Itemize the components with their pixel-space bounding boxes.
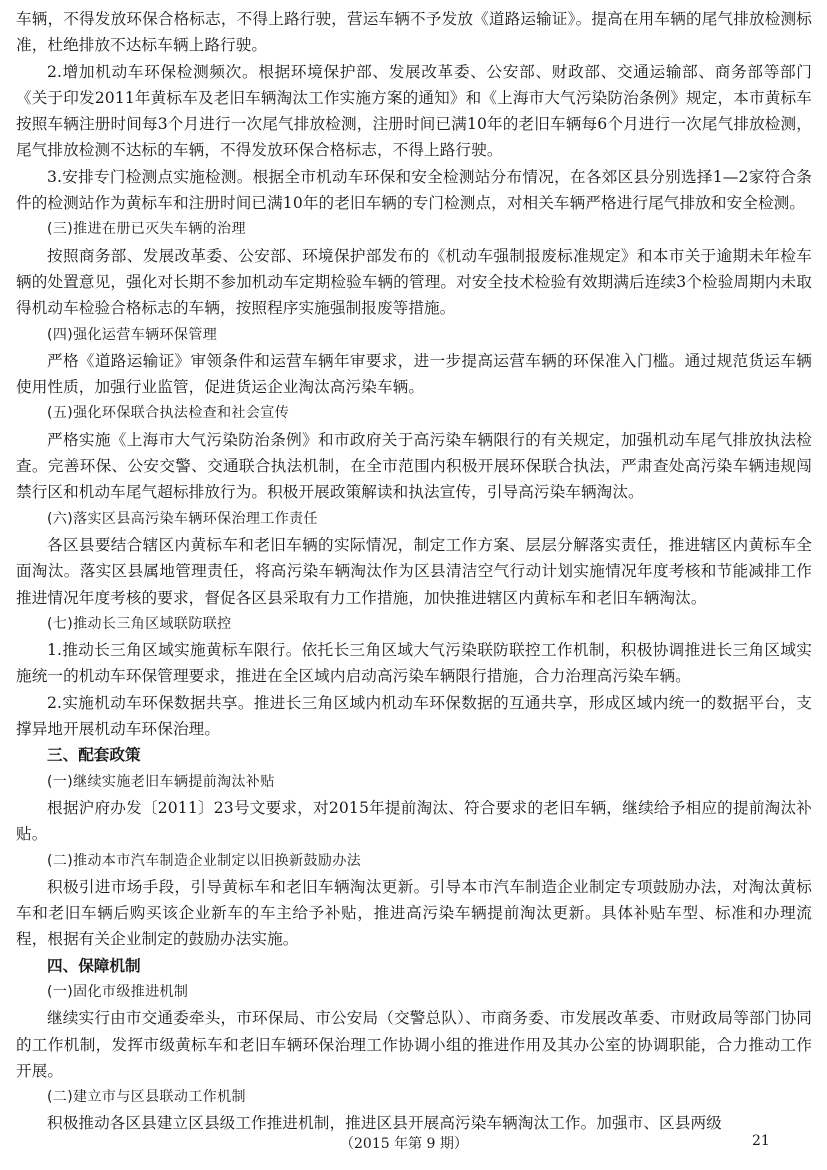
paragraph: 严格《道路运输证》审领条件和运营车辆年审要求，进一步提高运营车辆的环保准入门槛。通过规范货运车辆使用性质，加强行业监管，促进货运企业淘汰高污染车辆。 [16,351,812,397]
subheading: (六)落实区县高污染车辆环保治理工作责任 [47,510,318,527]
subheading: (二)推动本市汽车制造企业制定以旧换新鼓励办法 [47,852,362,869]
paragraph: 根据沪府办发〔2011〕23号文要求，对2015年提前淘汰、符合要求的老旧车辆，继续给予相应的提前淘汰补贴。 [16,798,812,844]
section-heading: 三、配套政策 [47,746,141,765]
subheading: (一)继续实施老旧车辆提前淘汰补贴 [47,773,275,790]
paragraph: 2.增加机动车环保检测频次。根据环境保护部、发展改革委、公安部、财政部、交通运输部、商务部等部门《关于印发2011年黄标车及老旧车辆淘汰工作实施方案的通知》和《上海市大气污染防治条例》规定，本市黄标车按照车辆注册时间每3个月进行一次尾气排放检测，注册时间已满10年的老旧车辆每6个月进行一次尾气排放检测，尾气排放检测不达标的车辆，不得发放环保合格标志，不得上路行驶。 [16,62,812,160]
issue-label: （2015 年第 9 期） [340,1136,468,1152]
page-footer [0,1133,827,1157]
section-heading: 四、保障机制 [47,956,141,975]
subheading: (三)推进在册已灭失车辆的治理 [47,221,246,238]
paragraph: 1.推动长三角区域实施黄标车限行。依托长三角区域大气污染联防联控工作机制，积极协调推进长三角区域实施统一的机动车环保管理要求，推进在全区域内启动高污染车辆限行措施，合力治理高污染车辆。 [16,641,812,686]
paragraph: 积极推动各区县建立区县级工作推进机制，推进区县开展高污染车辆淘汰工作。加强市、区县两级 [47,1114,722,1133]
paragraph: 2.实施机动车环保数据共享。推进长三角区域内机动车环保数据的互通共享，形成区域内统一的数据平台，支撑异地开展机动车环保治理。 [16,693,812,739]
paragraph: 积极引进市场手段，引导黄标车和老旧车辆淘汰更新。引导本市汽车制造企业制定专项鼓励办法，对淘汰黄标车和老旧车辆后购买该企业新车的车主给予补贴，推进高污染车辆提前淘汰更新。具体补贴车型、标准和办理流程，根据有关企业制定的鼓励办法实施。 [16,877,812,949]
paragraph: 按照商务部、发展改革委、公安部、环境保护部发布的《机动车强制报废标准规定》和本市关于逾期未年检车辆的处置意见，强化对长期不参加机动车定期检验车辆的管理。对安全技术检验有效期满后连续3个检验周期内未取得机动车检验合格标志的车辆，按照程序实施强制报废等措施。 [16,246,812,318]
subheading: (七)推动长三角区域联防联控 [47,615,232,632]
paragraph: 严格实施《上海市大气污染防治条例》和市政府关于高污染车辆限行的有关规定，加强机动车尾气排放执法检查。完善环保、公安交警、交通联合执法机制，在全市范围内积极开展环保联合执法，严肃查处高污染车辆违规闯禁行区和机动车尾气超标排放行为。积极开展政策解读和执法宣传，引导高污染车辆淘汰。 [16,430,812,502]
page-number: 21 [752,1133,770,1149]
subheading: (一)固化市级推进机制 [47,983,189,1000]
subheading: (四)强化运营车辆环保管理 [47,326,218,343]
paragraph: 车辆，不得发放环保合格标志，不得上路行驶，营运车辆不予发放《道路运输证》。提高在用车辆的尾气排放检测标准，杜绝排放不达标车辆上路行驶。 [16,10,812,55]
paragraph: 各区县要结合辖区内黄标车和老旧车辆的实际情况，制定工作方案、层层分解落实责任，推进辖区内黄标车全面淘汰。落实区县属地管理责任，将高污染车辆淘汰作为区县清洁空气行动计划实施情况年度考核和节能减排工作推进情况年度考核的要求，督促各区县采取有力工作措施，加快推进辖区内黄标车和老旧车辆淘汰。 [16,535,812,607]
paragraph: 3.安排专门检测点实施检测。根据全市机动车环保和安全检测站分布情况，在各郊区县分别选择1—2家符合条件的检测站作为黄标车和注册时间已满10年的老旧车辆的专门检测点，对相关车辆严格进行尾气排放和安全检测。 [16,167,812,213]
paragraph: 继续实行由市交通委牵头，市环保局、市公安局（交警总队）、市商务委、市发展改革委、市财政局等部门协同的工作机制，发挥市级黄标车和老旧车辆环保治理工作协调小组的推进作用及其办公室的协调职能，合力推动工作开展。 [16,1009,812,1080]
document-page [16,6,812,1137]
subheading: (五)强化环保联合执法检查和社会宣传 [47,405,290,422]
subheading: (二)建立市与区县联动工作机制 [47,1089,246,1106]
